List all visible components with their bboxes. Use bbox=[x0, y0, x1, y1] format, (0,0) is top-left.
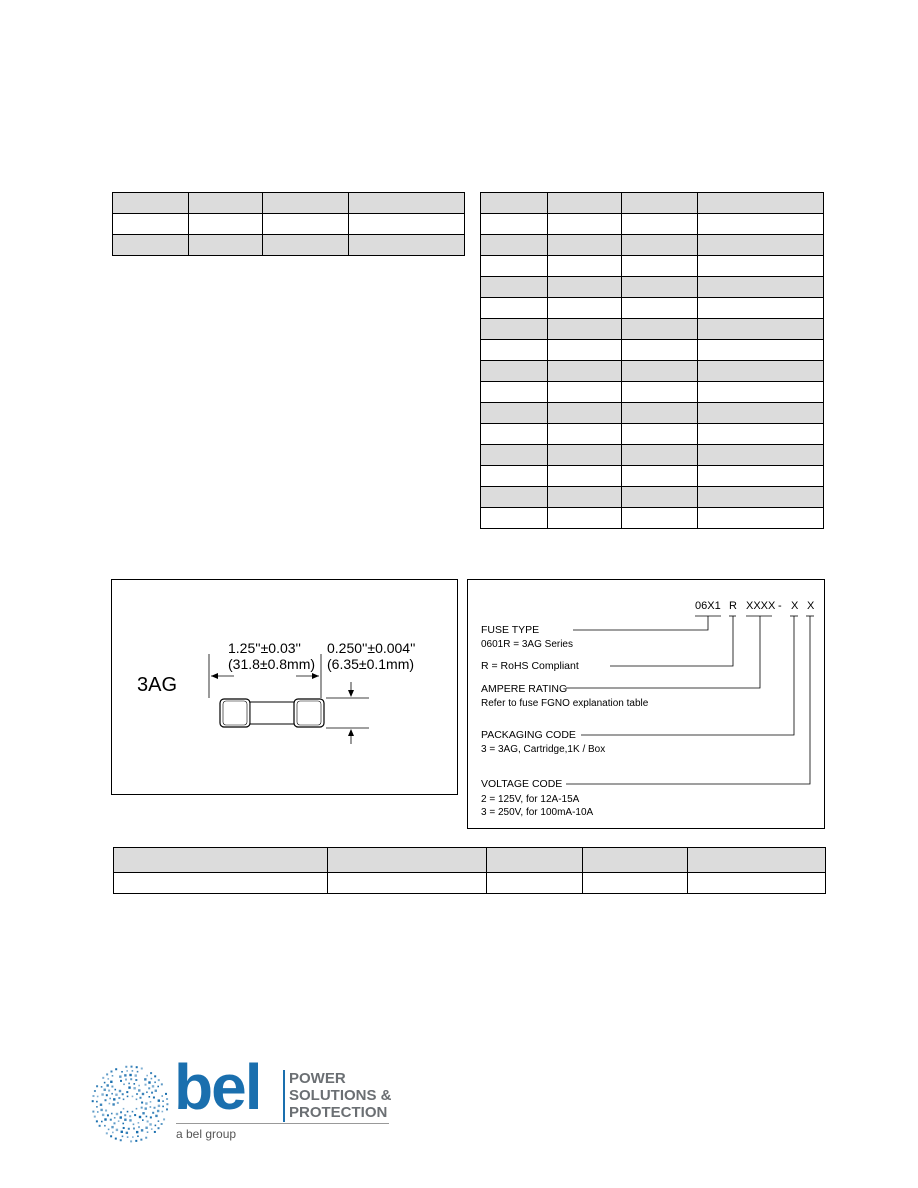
ampere-desc: Refer to fuse FGNO explanation table bbox=[481, 698, 649, 709]
bottom-table bbox=[113, 847, 826, 894]
table-row bbox=[481, 319, 824, 340]
table-row bbox=[481, 382, 824, 403]
fuse-drawing bbox=[112, 580, 457, 794]
length-mm-label: (31.8±0.8mm) bbox=[228, 656, 316, 672]
top-right-table bbox=[480, 192, 824, 529]
diameter-mm-label: (6.35±0.1mm) bbox=[327, 656, 415, 672]
table-row bbox=[481, 361, 824, 382]
code-volt: X bbox=[807, 600, 815, 612]
top-left-table bbox=[112, 192, 465, 256]
part-number-box bbox=[467, 579, 825, 829]
table-row bbox=[114, 848, 826, 873]
table-row bbox=[481, 466, 824, 487]
dimension-drawing-box bbox=[111, 579, 458, 795]
table-row bbox=[114, 873, 826, 894]
logo-brand: bel bbox=[174, 1051, 261, 1123]
table-row bbox=[481, 424, 824, 445]
voltage-title: VOLTAGE CODE bbox=[481, 778, 563, 790]
rohs-desc: R = RoHS Compliant bbox=[481, 660, 579, 672]
code-rating: XXXX bbox=[746, 600, 776, 612]
table-row bbox=[481, 403, 824, 424]
packaging-title: PACKAGING CODE bbox=[481, 729, 576, 741]
table-row bbox=[481, 256, 824, 277]
diameter-inch-label: 0.250''±0.004'' bbox=[327, 640, 416, 656]
ampere-title: AMPERE RATING bbox=[481, 683, 568, 695]
logo-line-1: POWER bbox=[289, 1070, 346, 1087]
logo-divider bbox=[283, 1070, 285, 1122]
fuse-type-title: FUSE TYPE bbox=[481, 624, 540, 636]
company-logo bbox=[90, 1051, 410, 1152]
table-row bbox=[481, 214, 824, 235]
table-row bbox=[481, 193, 824, 214]
table-row bbox=[113, 214, 465, 235]
code-pack: X bbox=[791, 600, 799, 612]
code-base: 06X1 bbox=[695, 600, 721, 612]
table-row bbox=[481, 277, 824, 298]
packaging-desc: 3 = 3AG, Cartridge,1K / Box bbox=[481, 744, 606, 755]
part-number-leader-lines bbox=[468, 580, 824, 828]
logo-rule bbox=[176, 1123, 389, 1124]
length-inch-label: 1.25''±0.03'' bbox=[228, 640, 301, 656]
table-row bbox=[113, 235, 465, 256]
voltage-desc-2: 3 = 250V, for 100mA-10A bbox=[481, 807, 594, 818]
table-row bbox=[481, 298, 824, 319]
table-row bbox=[481, 235, 824, 256]
fuse-type-desc: 0601R = 3AG Series bbox=[481, 639, 573, 650]
code-dash: - bbox=[778, 600, 782, 612]
table-row bbox=[113, 193, 465, 214]
logo-mark-icon bbox=[90, 1064, 170, 1144]
logo-tagline: a bel group bbox=[176, 1127, 237, 1141]
table-row bbox=[481, 508, 824, 529]
table-row bbox=[481, 487, 824, 508]
logo-line-3: PROTECTION bbox=[289, 1104, 388, 1121]
table-row bbox=[481, 445, 824, 466]
logo-line-2: SOLUTIONS & bbox=[289, 1087, 392, 1104]
code-r: R bbox=[729, 600, 737, 612]
table-row bbox=[481, 340, 824, 361]
voltage-desc-1: 2 = 125V, for 12A-15A bbox=[481, 794, 580, 805]
package-label: 3AG bbox=[137, 674, 178, 696]
